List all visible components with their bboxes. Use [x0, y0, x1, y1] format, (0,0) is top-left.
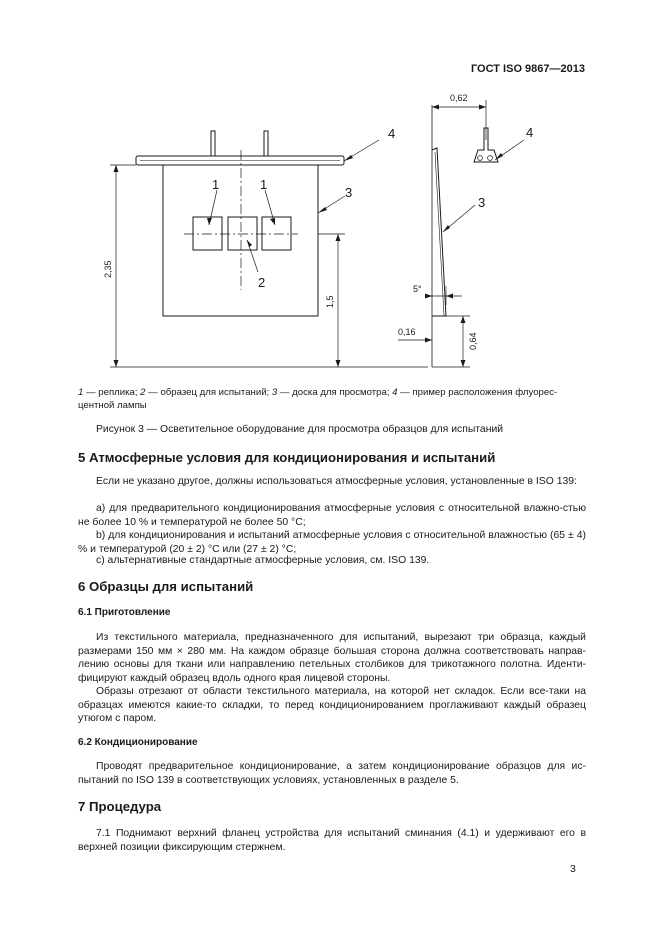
section-6-2-title: 6.2 Кондиционирование — [78, 737, 198, 748]
document-header: ГОСТ ISO 9867—2013 — [470, 63, 585, 75]
section-6-2-para: Проводят предварительное кондиционирование, а затем кондиционирование образцов для ис-пытаний по ISO 139 в соответствующих условиях, установленных в разделе 5. — [78, 761, 586, 786]
figure-legend: 1 — реплика; 2 — образец для испытаний; 3 — доска для просмотра; 4 — пример расположения флуорес-центной лампы — [78, 387, 558, 411]
figure-caption: Рисунок 3 — Осветительное оборудование для просмотра образцов для испытаний — [96, 424, 504, 435]
section-5-item-c: с) альтернативные стандартные атмосферные условия, см. ISO 139. — [96, 555, 430, 566]
section-5-item-a: a) для предварительного кондиционирования атмосферные условия с относительной влажно-стью не более 10 % и температурой не более 50 °C; — [78, 503, 586, 528]
section-5-intro: Если не указано другое, должны использоваться атмосферные условия, установленные в ISO 139: — [96, 476, 577, 487]
lamp-pin-right — [264, 131, 268, 156]
dim-064: 0,64 — [468, 332, 478, 350]
section-6-1-para-1: Из текстильного материала, предназначенного для испытаний, вырезают три образца, каждый размерами 150 мм × 280 мм. На каждом образце большая сторона должна соответствовать направ-лению основы для ткани или направлению петельных столбиков для трикотажного полотна. Иденти-фицируют каждый образец вдоль одного края лицевой стороны. — [78, 632, 586, 684]
dim-235: 2,35 — [103, 260, 113, 278]
section-7-title: 7 Процедура — [78, 799, 162, 814]
section-6-1-para-2: Образы отрезают от области текстильного материала, на которой нет складок. Если все-таки на образцах имеются какие-то складки, то перед кондиционированием проглаживают каждый образец утюгом с паром. — [78, 686, 586, 725]
section-6-title: 6 Образцы для испытаний — [78, 579, 254, 594]
label-3-right: 3 — [478, 195, 486, 210]
replica-left — [193, 217, 222, 250]
section-6-1-title: 6.1 Приготовление — [78, 607, 171, 618]
label-2: 2 — [258, 275, 266, 290]
section-5-title: 5 Атмосферные условия для кондиционирования и испытаний — [78, 450, 496, 465]
dim-016: 0,16 — [398, 327, 416, 337]
dim-15: 1,5 — [325, 295, 335, 308]
test-specimen — [228, 217, 257, 250]
tilted-board — [432, 148, 446, 316]
label-4-left: 4 — [388, 126, 396, 141]
label-3-left: 3 — [345, 185, 353, 200]
label-4-right: 4 — [526, 125, 534, 140]
label-1-left: 1 — [212, 177, 220, 192]
section-7-para-1: 7.1 Поднимают верхний фланец устройства для испытаний сминания (4.1) и удерживают его в верхней позиции фиксирующим стержнем. — [78, 828, 586, 853]
section-5-item-b: b) для кондиционирования и испытаний атмосферные условия с относительной влажностью (65 ± 4) % и температурой (20 ± 2) °C или (27 ± 2) °C; — [78, 530, 586, 555]
label-1-right: 1 — [260, 177, 268, 192]
replica-right — [262, 217, 291, 250]
dim-angle: 5° — [413, 284, 422, 294]
page-number: 3 — [570, 863, 576, 875]
dim-062: 0,62 — [450, 93, 468, 103]
lamp-pin-left — [211, 131, 215, 156]
viewing-board — [163, 165, 318, 316]
figure-3-diagram — [0, 85, 661, 375]
